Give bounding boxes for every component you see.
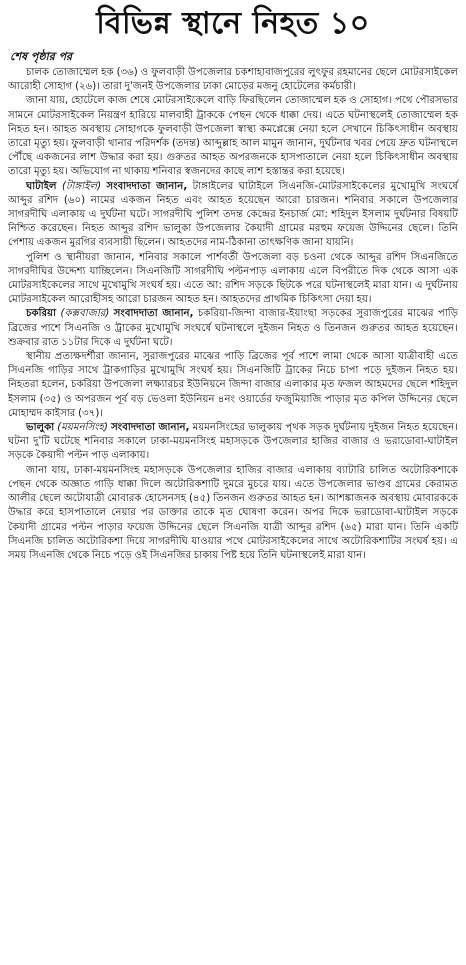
article-paragraph: [8, 180, 458, 251]
continued-label: শেষ পৃষ্ঠার পর: [10, 50, 73, 63]
headline: বিভিন্ন স্থানে নিহত ১০: [96, 6, 370, 41]
paragraph-text: টাঙ্গাইলের ঘাটাইলে সিএনজি-মোটরসাইকেলের মুখোমুখি সংঘর্ষে আব্দুর রশিদ (৬০) নামের একজন নিহত এবং আহত হয়েছেন আরো চারজন। শনিবার সকালে উপজেলার সাগরদীঘি এলাকায় এ দুর্ঘটনা ঘটে। সাগরদীঘি পুলিশ তদন্ত কেন্দ্রের ইনচার্জ মো: শহিদুল ইসলাম দুর্ঘটনার বিষয়টি নিশ্চিত করেছেন। নিহত আব্দুর রশিদ ভালুকা উপজেলার কৈয়াদী গ্রামের মরহুম ফয়েজ উদ্দিনের ছেলে। তিনি পেশায় একজন মুরগির ব্যবসায়ী ছিলেন। আহতদের নাম-ঠিকানা তাৎক্ষণিক জানা যায়নি।: [8, 180, 458, 249]
article-paragraph: [8, 307, 458, 350]
dateline-correspondent: সংবাদদাতা জানান,: [111, 422, 190, 434]
dateline-correspondent: সংবাদদাতা জানান,: [106, 180, 188, 192]
paragraph-text: জানা যায়, ঢাকা-ময়মনসিংহ মহাসড়কে উপজেলার হাজির বাজার এলাকায় ব্যাটারি চালিত অটোরিকশাকে পেছন থেকে অজ্ঞাত গাড়ি ধাক্কা দিলে অটোরিকশাটি দুমরে মুচরে যায়। এতে উপজেলার ভাণ্ডব গ্রামের কেরামত আলীর ছেলে অটোযাত্রী মোবারক হোসেনসহ (৪৫) তিনজন গুরুতর আহত হন। আশঙ্কাজনক অবস্থায় মোবারককে উদ্ধার করে হাসপাতালে নেয়ার পর ডাক্তার তাকে মৃত ঘোষণা করেন। অপর দিকে ভরাডোবা-ঘাটাইল সড়কে কৈয়াদী গ্রামের পল্টন পাড়ার ফয়েজ উদ্দিনের ছেলে সিএনজি যাত্রী আব্দুর রশিদ (৬৫) মারা যান। তিনি একটি সিএনজি চালিত অটোরিকশা দিয়ে সাগরদীঘি যাওয়ার পথে মোটরসাইকেলের সাথে অটোরিকশাটির সংঘর্ষ হয়। এ সময় সিএনজি থেকে নিচে পড়ে ওই সিএনজির চাকায় পিষ্ট হয়ে তিনি ঘটনাস্থলেই মারা যান।: [8, 464, 458, 561]
dateline-district: (টাঙ্গাইল): [62, 180, 102, 192]
paragraph-text: চকরিয়া-জিন্দা বাজার-ইয়াংছা সড়কের সুরাজপুরের মাঝের পাড়ি ব্রিজের পাশে সিএনজি ও ট্রাকের মুখোমুখি সংঘর্ষে ঘটনাস্থলে দুইজন নিহত ও তিনজন গুরুতর আহত হয়েছেন। শুক্রবার রাত ১১টার দিকে এ দুর্ঘটনা ঘটে।: [8, 308, 458, 348]
article-paragraph: [8, 94, 458, 179]
dateline-place: চকরিয়া: [26, 308, 57, 320]
article-paragraph: [8, 251, 458, 308]
paragraph-text: ময়মনসিংহের ভালুকায় পৃথক সড়ক দুর্ঘটনায় দুইজন নিহত হয়েছেন। ঘটনা দু'টি ঘটেছে শনিবার সকালে ঢাকা-ময়মনসিংহ মহাসড়কে উপজেলার হাজির বাজার ও ভরাডোবা-ঘাটাইল সড়কে কৈয়াদী পল্টন পাড় এলাকায়।: [8, 422, 458, 462]
article-paragraph: [8, 421, 458, 464]
article-paragraph: [8, 464, 458, 563]
dateline-district: (ময়মনসিংহ): [57, 422, 109, 434]
dateline-district: (কক্সবাজার): [60, 308, 110, 320]
dateline-place: ঘাটাইল: [26, 180, 57, 192]
paragraph-text: চালক তোজাম্মেল হক (৩৬) ও ফুলবাড়ী উপজেলার চকশাহাবাজপুরের লুৎফুর রহমানের ছেলে মোটরসাইকেল আরোহী সোহাগ (২৬)। তারা দু'জনই উপজেলার ঢাকা মোড়ের মজনু হোটেলের কর্মচারী।: [8, 67, 458, 93]
article-paragraph: [8, 66, 458, 94]
article-body: [8, 66, 458, 563]
dateline-correspondent: সংবাদদাতা জানান,: [113, 308, 194, 320]
paragraph-text: স্থানীয় প্রত্যক্ষদর্শীরা জানান, সুরাজপুরের মাঝের পাড়ি ব্রিজের পূর্ব পাশে লামা থেকে আসা যাত্রীবাহী এতে সিএনজি গাড়ির সাথে ট্রাকগাড়ির মুখোমুখি সংঘর্ষ হয়। সিএনজিটি ট্রাকের নিচে চাপা পড়ে দুইজন নিহত হয়। নিহতরা হলেন, চকরিয়া উপজেলা লক্ষ্যারচর ইউনিয়নে জিন্দা বাজার এলাকার মৃত ফজল আহমদের ছেলে শহিদুল ইসলাম (৩৫) ও অপরজন পূর্ব বড় ভেওলা ইউনিয়ন ৪নং ওয়ার্ডের ফজুমিয়াজি পাড়ার মৃত কপিল উদ্দিনের ছেলে মোহাম্মদ কাইসার (৩৭)।: [8, 351, 458, 419]
paragraph-text: পুলিশ ও স্থানীয়রা জানান, শনিবার সকালে পার্শবর্তী উপজেলা বড় চওনা থেকে আব্দুর রশিদ সিএনজিতে সাগরদীঘির উদ্দেশ্য যাচ্ছিলেন। সিএনজিটি সাগরদীঘি পল্টনপাড় এলাকায় এলে বিপরীতে দিক থেকে আসা এক মোটরসাইকেলের সাথে মুখোমুখি সংঘর্ষ হয়। এতে আ: রশিদ সড়কে ছিটকে পরে ঘটনাস্থলেই মারা যান। এ দুর্ঘটনায় মোটরসাইকেল আরোহীসহ আরো চারজন আহত হন। আহতদের প্রাথমিক চিকিৎসা দেয়া হয়।: [8, 251, 458, 306]
paragraph-text: জানা যায়, হোটেলে কাজ শেষে মোটরসাইকেলে বাড়ি ফিরছিলেন তোজাম্মেল হক ও সোহাগ। পথে পৌরসভার সামনে মোটরসাইকেল নিয়ন্ত্রণ হারিয়ে মালবাহী ট্রাককে পেছন থেকে ধাক্কা দেয়। এতে ঘটনাস্থলেই তোজাম্মেল হক নিহত হন। আহত অবস্থায় সোহাগকে ফুলবাড়ী উপজেলা স্বাস্থ্য কমপ্লেক্সে নেয়া হলে সেখানে চিকিৎসাধীন অবস্থায় তারো মৃত্যু হয়। ফুলবাড়ী থানার পরিদর্শক (তদন্ত) আব্দুল্লাহ আল মামুন জানান, দুর্ঘটনার খবর পেয়ে দ্রুত ঘটনাস্থলে পৌঁছে একজনের লাশ উদ্ধার করা হয়। গুরুতর আহত অপরজনকে হাসপাতালে নেয়া হলে চিকিৎসাধীন অবস্থায় তারো মৃত্যু হয়। অভিযোগ না থাকায় শনিবার স্বজনদের কাছে লাশ হস্তান্তর করা হয়েছে।: [8, 95, 458, 178]
dateline-place: ভালুকা: [26, 422, 55, 434]
article-paragraph: [8, 350, 458, 421]
